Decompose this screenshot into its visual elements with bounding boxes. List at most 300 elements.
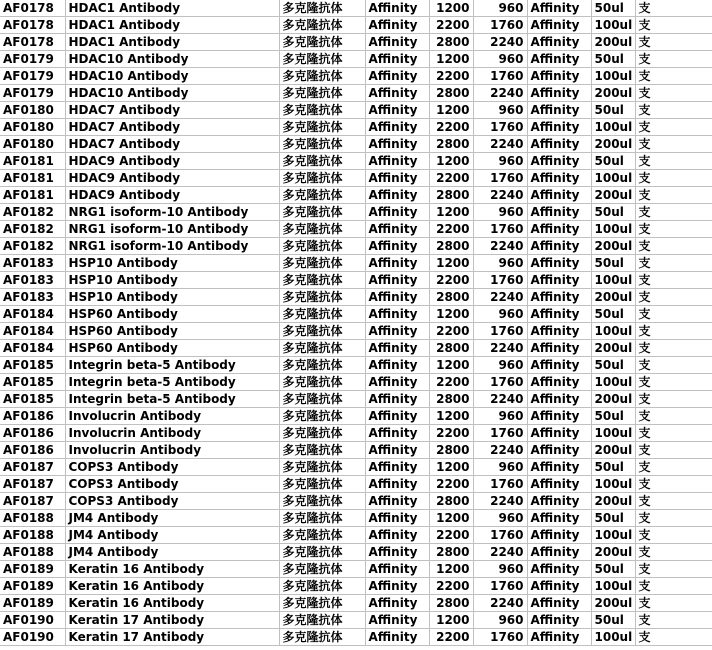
cell-price-list[interactable]: 2800	[429, 340, 473, 357]
cell-price-discount[interactable]: 2240	[473, 136, 527, 153]
cell-catalog-id[interactable]: AF0179	[0, 51, 65, 68]
cell-catalog-id[interactable]: AF0190	[0, 629, 65, 646]
cell-price-discount[interactable]: 2240	[473, 238, 527, 255]
cell-price-list[interactable]: 2200	[429, 119, 473, 136]
cell-brand-2[interactable]: Affinity	[527, 34, 591, 51]
cell-price-list[interactable]: 2800	[429, 493, 473, 510]
cell-price-list[interactable]: 2800	[429, 34, 473, 51]
cell-size[interactable]: 50ul	[591, 306, 635, 323]
cell-price-discount[interactable]: 960	[473, 357, 527, 374]
cell-product-name[interactable]: JM4 Antibody	[65, 544, 279, 561]
cell-size[interactable]: 100ul	[591, 374, 635, 391]
cell-product-name[interactable]: HDAC9 Antibody	[65, 153, 279, 170]
cell-unit[interactable]: 支	[635, 391, 712, 408]
cell-product-name[interactable]: HDAC1 Antibody	[65, 17, 279, 34]
cell-product-name[interactable]: HDAC10 Antibody	[65, 85, 279, 102]
cell-brand[interactable]: Affinity	[365, 408, 429, 425]
cell-catalog-id[interactable]: AF0179	[0, 68, 65, 85]
cell-unit[interactable]: 支	[635, 119, 712, 136]
cell-price-list[interactable]: 1200	[429, 306, 473, 323]
cell-unit[interactable]: 支	[635, 17, 712, 34]
cell-price-discount[interactable]: 1760	[473, 119, 527, 136]
cell-brand[interactable]: Affinity	[365, 391, 429, 408]
cell-catalog-id[interactable]: AF0181	[0, 187, 65, 204]
cell-brand-2[interactable]: Affinity	[527, 510, 591, 527]
cell-antibody-type[interactable]: 多克隆抗体	[279, 102, 365, 119]
cell-antibody-type[interactable]: 多克隆抗体	[279, 578, 365, 595]
cell-size[interactable]: 200ul	[591, 544, 635, 561]
cell-brand-2[interactable]: Affinity	[527, 391, 591, 408]
cell-brand[interactable]: Affinity	[365, 612, 429, 629]
cell-unit[interactable]: 支	[635, 374, 712, 391]
cell-size[interactable]: 200ul	[591, 442, 635, 459]
cell-size[interactable]: 100ul	[591, 272, 635, 289]
cell-size[interactable]: 200ul	[591, 85, 635, 102]
cell-catalog-id[interactable]: AF0183	[0, 272, 65, 289]
cell-brand[interactable]: Affinity	[365, 493, 429, 510]
cell-brand[interactable]: Affinity	[365, 544, 429, 561]
cell-price-list[interactable]: 1200	[429, 255, 473, 272]
cell-brand-2[interactable]: Affinity	[527, 0, 591, 17]
cell-brand-2[interactable]: Affinity	[527, 612, 591, 629]
cell-brand[interactable]: Affinity	[365, 425, 429, 442]
cell-price-list[interactable]: 2200	[429, 374, 473, 391]
cell-size[interactable]: 100ul	[591, 629, 635, 646]
cell-unit[interactable]: 支	[635, 34, 712, 51]
cell-size[interactable]: 200ul	[591, 493, 635, 510]
cell-size[interactable]: 50ul	[591, 51, 635, 68]
cell-size[interactable]: 100ul	[591, 323, 635, 340]
cell-unit[interactable]: 支	[635, 170, 712, 187]
cell-catalog-id[interactable]: AF0178	[0, 17, 65, 34]
cell-brand[interactable]: Affinity	[365, 102, 429, 119]
cell-size[interactable]: 100ul	[591, 170, 635, 187]
cell-product-name[interactable]: Involucrin Antibody	[65, 442, 279, 459]
cell-brand-2[interactable]: Affinity	[527, 425, 591, 442]
cell-antibody-type[interactable]: 多克隆抗体	[279, 221, 365, 238]
cell-product-name[interactable]: JM4 Antibody	[65, 510, 279, 527]
cell-price-list[interactable]: 1200	[429, 204, 473, 221]
cell-price-list[interactable]: 2800	[429, 595, 473, 612]
cell-brand[interactable]: Affinity	[365, 374, 429, 391]
cell-unit[interactable]: 支	[635, 357, 712, 374]
cell-product-name[interactable]: COPS3 Antibody	[65, 459, 279, 476]
cell-catalog-id[interactable]: AF0189	[0, 595, 65, 612]
cell-price-list[interactable]: 2200	[429, 170, 473, 187]
cell-catalog-id[interactable]: AF0190	[0, 612, 65, 629]
cell-price-discount[interactable]: 1760	[473, 272, 527, 289]
cell-brand-2[interactable]: Affinity	[527, 629, 591, 646]
cell-price-list[interactable]: 2200	[429, 323, 473, 340]
cell-catalog-id[interactable]: AF0182	[0, 238, 65, 255]
cell-price-discount[interactable]: 960	[473, 561, 527, 578]
cell-catalog-id[interactable]: AF0182	[0, 221, 65, 238]
cell-price-list[interactable]: 2800	[429, 289, 473, 306]
cell-unit[interactable]: 支	[635, 612, 712, 629]
cell-brand[interactable]: Affinity	[365, 119, 429, 136]
cell-antibody-type[interactable]: 多克隆抗体	[279, 323, 365, 340]
cell-antibody-type[interactable]: 多克隆抗体	[279, 306, 365, 323]
cell-unit[interactable]: 支	[635, 629, 712, 646]
cell-brand-2[interactable]: Affinity	[527, 357, 591, 374]
cell-antibody-type[interactable]: 多克隆抗体	[279, 170, 365, 187]
cell-unit[interactable]: 支	[635, 187, 712, 204]
cell-brand[interactable]: Affinity	[365, 238, 429, 255]
cell-brand[interactable]: Affinity	[365, 170, 429, 187]
cell-antibody-type[interactable]: 多克隆抗体	[279, 255, 365, 272]
cell-antibody-type[interactable]: 多克隆抗体	[279, 340, 365, 357]
cell-brand[interactable]: Affinity	[365, 289, 429, 306]
cell-size[interactable]: 200ul	[591, 136, 635, 153]
cell-catalog-id[interactable]: AF0183	[0, 255, 65, 272]
cell-price-list[interactable]: 2800	[429, 442, 473, 459]
cell-brand-2[interactable]: Affinity	[527, 204, 591, 221]
cell-product-name[interactable]: HSP10 Antibody	[65, 272, 279, 289]
cell-size[interactable]: 50ul	[591, 204, 635, 221]
cell-size[interactable]: 50ul	[591, 255, 635, 272]
cell-brand[interactable]: Affinity	[365, 255, 429, 272]
cell-price-discount[interactable]: 960	[473, 204, 527, 221]
cell-brand-2[interactable]: Affinity	[527, 289, 591, 306]
cell-catalog-id[interactable]: AF0180	[0, 102, 65, 119]
cell-antibody-type[interactable]: 多克隆抗体	[279, 0, 365, 17]
cell-size[interactable]: 100ul	[591, 68, 635, 85]
cell-brand[interactable]: Affinity	[365, 136, 429, 153]
cell-brand[interactable]: Affinity	[365, 476, 429, 493]
cell-catalog-id[interactable]: AF0186	[0, 425, 65, 442]
cell-brand-2[interactable]: Affinity	[527, 51, 591, 68]
cell-antibody-type[interactable]: 多克隆抗体	[279, 187, 365, 204]
cell-antibody-type[interactable]: 多克隆抗体	[279, 612, 365, 629]
cell-size[interactable]: 50ul	[591, 459, 635, 476]
cell-brand-2[interactable]: Affinity	[527, 255, 591, 272]
cell-price-discount[interactable]: 2240	[473, 34, 527, 51]
cell-size[interactable]: 50ul	[591, 561, 635, 578]
cell-price-discount[interactable]: 2240	[473, 391, 527, 408]
cell-product-name[interactable]: HDAC9 Antibody	[65, 170, 279, 187]
cell-size[interactable]: 100ul	[591, 578, 635, 595]
cell-brand-2[interactable]: Affinity	[527, 527, 591, 544]
cell-brand[interactable]: Affinity	[365, 459, 429, 476]
cell-catalog-id[interactable]: AF0184	[0, 340, 65, 357]
cell-price-list[interactable]: 1200	[429, 153, 473, 170]
cell-price-discount[interactable]: 960	[473, 255, 527, 272]
cell-brand[interactable]: Affinity	[365, 510, 429, 527]
cell-product-name[interactable]: Keratin 17 Antibody	[65, 629, 279, 646]
cell-catalog-id[interactable]: AF0181	[0, 170, 65, 187]
cell-brand[interactable]: Affinity	[365, 187, 429, 204]
cell-antibody-type[interactable]: 多克隆抗体	[279, 544, 365, 561]
cell-brand-2[interactable]: Affinity	[527, 544, 591, 561]
cell-price-discount[interactable]: 960	[473, 306, 527, 323]
cell-brand[interactable]: Affinity	[365, 85, 429, 102]
cell-unit[interactable]: 支	[635, 408, 712, 425]
cell-size[interactable]: 50ul	[591, 357, 635, 374]
cell-price-discount[interactable]: 2240	[473, 85, 527, 102]
cell-catalog-id[interactable]: AF0179	[0, 85, 65, 102]
cell-catalog-id[interactable]: AF0187	[0, 476, 65, 493]
cell-size[interactable]: 200ul	[591, 187, 635, 204]
cell-brand-2[interactable]: Affinity	[527, 119, 591, 136]
cell-price-list[interactable]: 2800	[429, 187, 473, 204]
cell-catalog-id[interactable]: AF0186	[0, 408, 65, 425]
cell-product-name[interactable]: HDAC7 Antibody	[65, 136, 279, 153]
cell-price-list[interactable]: 2200	[429, 578, 473, 595]
cell-unit[interactable]: 支	[635, 255, 712, 272]
cell-product-name[interactable]: HSP10 Antibody	[65, 289, 279, 306]
cell-brand-2[interactable]: Affinity	[527, 170, 591, 187]
cell-brand-2[interactable]: Affinity	[527, 85, 591, 102]
cell-antibody-type[interactable]: 多克隆抗体	[279, 374, 365, 391]
cell-price-discount[interactable]: 960	[473, 612, 527, 629]
cell-brand[interactable]: Affinity	[365, 561, 429, 578]
cell-unit[interactable]: 支	[635, 527, 712, 544]
cell-brand-2[interactable]: Affinity	[527, 187, 591, 204]
cell-price-list[interactable]: 1200	[429, 612, 473, 629]
cell-brand-2[interactable]: Affinity	[527, 578, 591, 595]
cell-product-name[interactable]: Keratin 16 Antibody	[65, 578, 279, 595]
cell-size[interactable]: 50ul	[591, 510, 635, 527]
cell-price-discount[interactable]: 960	[473, 510, 527, 527]
cell-price-discount[interactable]: 1760	[473, 323, 527, 340]
cell-brand-2[interactable]: Affinity	[527, 221, 591, 238]
cell-size[interactable]: 100ul	[591, 476, 635, 493]
cell-price-discount[interactable]: 2240	[473, 595, 527, 612]
cell-product-name[interactable]: Involucrin Antibody	[65, 425, 279, 442]
cell-catalog-id[interactable]: AF0178	[0, 0, 65, 17]
cell-product-name[interactable]: HDAC10 Antibody	[65, 51, 279, 68]
cell-brand-2[interactable]: Affinity	[527, 68, 591, 85]
cell-brand-2[interactable]: Affinity	[527, 17, 591, 34]
cell-size[interactable]: 200ul	[591, 34, 635, 51]
cell-unit[interactable]: 支	[635, 323, 712, 340]
cell-product-name[interactable]: HSP60 Antibody	[65, 323, 279, 340]
cell-product-name[interactable]: HDAC7 Antibody	[65, 102, 279, 119]
cell-price-discount[interactable]: 960	[473, 0, 527, 17]
cell-antibody-type[interactable]: 多克隆抗体	[279, 68, 365, 85]
cell-unit[interactable]: 支	[635, 102, 712, 119]
cell-unit[interactable]: 支	[635, 272, 712, 289]
cell-brand-2[interactable]: Affinity	[527, 561, 591, 578]
cell-price-discount[interactable]: 1760	[473, 68, 527, 85]
cell-antibody-type[interactable]: 多克隆抗体	[279, 34, 365, 51]
cell-unit[interactable]: 支	[635, 153, 712, 170]
cell-price-list[interactable]: 1200	[429, 51, 473, 68]
cell-unit[interactable]: 支	[635, 289, 712, 306]
cell-price-discount[interactable]: 1760	[473, 374, 527, 391]
cell-brand-2[interactable]: Affinity	[527, 323, 591, 340]
cell-product-name[interactable]: HSP10 Antibody	[65, 255, 279, 272]
cell-product-name[interactable]: Keratin 17 Antibody	[65, 612, 279, 629]
cell-antibody-type[interactable]: 多克隆抗体	[279, 629, 365, 646]
cell-catalog-id[interactable]: AF0187	[0, 459, 65, 476]
cell-price-discount[interactable]: 1760	[473, 221, 527, 238]
cell-antibody-type[interactable]: 多克隆抗体	[279, 85, 365, 102]
cell-brand[interactable]: Affinity	[365, 578, 429, 595]
cell-brand[interactable]: Affinity	[365, 306, 429, 323]
cell-unit[interactable]: 支	[635, 561, 712, 578]
cell-unit[interactable]: 支	[635, 221, 712, 238]
cell-brand[interactable]: Affinity	[365, 442, 429, 459]
cell-brand-2[interactable]: Affinity	[527, 102, 591, 119]
cell-size[interactable]: 100ul	[591, 17, 635, 34]
cell-brand[interactable]: Affinity	[365, 527, 429, 544]
cell-brand-2[interactable]: Affinity	[527, 493, 591, 510]
cell-catalog-id[interactable]: AF0184	[0, 306, 65, 323]
cell-unit[interactable]: 支	[635, 85, 712, 102]
cell-size[interactable]: 50ul	[591, 408, 635, 425]
cell-antibody-type[interactable]: 多克隆抗体	[279, 204, 365, 221]
cell-catalog-id[interactable]: AF0181	[0, 153, 65, 170]
cell-antibody-type[interactable]: 多克隆抗体	[279, 153, 365, 170]
cell-price-list[interactable]: 2200	[429, 68, 473, 85]
cell-size[interactable]: 200ul	[591, 238, 635, 255]
cell-product-name[interactable]: Integrin beta-5 Antibody	[65, 374, 279, 391]
cell-brand-2[interactable]: Affinity	[527, 153, 591, 170]
cell-price-discount[interactable]: 1760	[473, 17, 527, 34]
cell-price-discount[interactable]: 960	[473, 51, 527, 68]
cell-price-list[interactable]: 2200	[429, 17, 473, 34]
cell-product-name[interactable]: HDAC9 Antibody	[65, 187, 279, 204]
cell-price-list[interactable]: 2800	[429, 136, 473, 153]
cell-antibody-type[interactable]: 多克隆抗体	[279, 17, 365, 34]
cell-antibody-type[interactable]: 多克隆抗体	[279, 476, 365, 493]
cell-brand[interactable]: Affinity	[365, 17, 429, 34]
cell-brand-2[interactable]: Affinity	[527, 595, 591, 612]
cell-catalog-id[interactable]: AF0178	[0, 34, 65, 51]
cell-price-discount[interactable]: 2240	[473, 544, 527, 561]
cell-antibody-type[interactable]: 多克隆抗体	[279, 442, 365, 459]
cell-brand[interactable]: Affinity	[365, 34, 429, 51]
cell-antibody-type[interactable]: 多克隆抗体	[279, 493, 365, 510]
cell-product-name[interactable]: HDAC1 Antibody	[65, 0, 279, 17]
cell-brand[interactable]: Affinity	[365, 629, 429, 646]
cell-unit[interactable]: 支	[635, 425, 712, 442]
cell-product-name[interactable]: Keratin 16 Antibody	[65, 561, 279, 578]
cell-unit[interactable]: 支	[635, 136, 712, 153]
cell-size[interactable]: 200ul	[591, 289, 635, 306]
cell-price-list[interactable]: 2800	[429, 544, 473, 561]
cell-product-name[interactable]: Keratin 16 Antibody	[65, 595, 279, 612]
cell-antibody-type[interactable]: 多克隆抗体	[279, 272, 365, 289]
cell-brand-2[interactable]: Affinity	[527, 136, 591, 153]
cell-unit[interactable]: 支	[635, 459, 712, 476]
cell-price-list[interactable]: 1200	[429, 510, 473, 527]
cell-antibody-type[interactable]: 多克隆抗体	[279, 238, 365, 255]
cell-catalog-id[interactable]: AF0189	[0, 578, 65, 595]
cell-product-name[interactable]: COPS3 Antibody	[65, 493, 279, 510]
cell-brand-2[interactable]: Affinity	[527, 442, 591, 459]
cell-brand-2[interactable]: Affinity	[527, 340, 591, 357]
cell-price-list[interactable]: 1200	[429, 561, 473, 578]
cell-brand[interactable]: Affinity	[365, 340, 429, 357]
cell-product-name[interactable]: JM4 Antibody	[65, 527, 279, 544]
cell-brand-2[interactable]: Affinity	[527, 476, 591, 493]
cell-catalog-id[interactable]: AF0189	[0, 561, 65, 578]
cell-antibody-type[interactable]: 多克隆抗体	[279, 51, 365, 68]
cell-size[interactable]: 50ul	[591, 0, 635, 17]
cell-antibody-type[interactable]: 多克隆抗体	[279, 136, 365, 153]
cell-price-discount[interactable]: 2240	[473, 187, 527, 204]
cell-product-name[interactable]: NRG1 isoform-10 Antibody	[65, 221, 279, 238]
cell-price-discount[interactable]: 1760	[473, 476, 527, 493]
cell-unit[interactable]: 支	[635, 238, 712, 255]
cell-price-list[interactable]: 1200	[429, 408, 473, 425]
cell-price-discount[interactable]: 1760	[473, 578, 527, 595]
cell-size[interactable]: 200ul	[591, 340, 635, 357]
cell-catalog-id[interactable]: AF0182	[0, 204, 65, 221]
cell-size[interactable]: 50ul	[591, 612, 635, 629]
cell-antibody-type[interactable]: 多克隆抗体	[279, 119, 365, 136]
cell-price-discount[interactable]: 960	[473, 153, 527, 170]
cell-price-list[interactable]: 1200	[429, 102, 473, 119]
cell-catalog-id[interactable]: AF0183	[0, 289, 65, 306]
cell-catalog-id[interactable]: AF0184	[0, 323, 65, 340]
cell-size[interactable]: 50ul	[591, 102, 635, 119]
cell-size[interactable]: 100ul	[591, 221, 635, 238]
cell-catalog-id[interactable]: AF0180	[0, 136, 65, 153]
cell-unit[interactable]: 支	[635, 578, 712, 595]
cell-catalog-id[interactable]: AF0188	[0, 510, 65, 527]
cell-brand-2[interactable]: Affinity	[527, 408, 591, 425]
cell-unit[interactable]: 支	[635, 476, 712, 493]
cell-price-discount[interactable]: 960	[473, 459, 527, 476]
cell-unit[interactable]: 支	[635, 595, 712, 612]
cell-price-discount[interactable]: 2240	[473, 493, 527, 510]
cell-unit[interactable]: 支	[635, 493, 712, 510]
cell-price-list[interactable]: 2800	[429, 238, 473, 255]
cell-catalog-id[interactable]: AF0185	[0, 391, 65, 408]
cell-brand-2[interactable]: Affinity	[527, 238, 591, 255]
cell-brand[interactable]: Affinity	[365, 595, 429, 612]
cell-product-name[interactable]: COPS3 Antibody	[65, 476, 279, 493]
cell-price-discount[interactable]: 960	[473, 102, 527, 119]
cell-unit[interactable]: 支	[635, 204, 712, 221]
cell-brand[interactable]: Affinity	[365, 357, 429, 374]
cell-brand[interactable]: Affinity	[365, 153, 429, 170]
cell-antibody-type[interactable]: 多克隆抗体	[279, 408, 365, 425]
cell-price-list[interactable]: 2200	[429, 272, 473, 289]
cell-brand[interactable]: Affinity	[365, 51, 429, 68]
cell-unit[interactable]: 支	[635, 68, 712, 85]
cell-catalog-id[interactable]: AF0185	[0, 374, 65, 391]
cell-antibody-type[interactable]: 多克隆抗体	[279, 561, 365, 578]
cell-size[interactable]: 100ul	[591, 119, 635, 136]
cell-brand-2[interactable]: Affinity	[527, 306, 591, 323]
cell-antibody-type[interactable]: 多克隆抗体	[279, 527, 365, 544]
cell-product-name[interactable]: HSP60 Antibody	[65, 306, 279, 323]
cell-catalog-id[interactable]: AF0186	[0, 442, 65, 459]
cell-unit[interactable]: 支	[635, 0, 712, 17]
cell-brand[interactable]: Affinity	[365, 272, 429, 289]
cell-product-name[interactable]: HDAC1 Antibody	[65, 34, 279, 51]
cell-brand-2[interactable]: Affinity	[527, 459, 591, 476]
cell-brand[interactable]: Affinity	[365, 204, 429, 221]
cell-antibody-type[interactable]: 多克隆抗体	[279, 357, 365, 374]
cell-unit[interactable]: 支	[635, 442, 712, 459]
cell-antibody-type[interactable]: 多克隆抗体	[279, 425, 365, 442]
cell-catalog-id[interactable]: AF0188	[0, 527, 65, 544]
cell-catalog-id[interactable]: AF0180	[0, 119, 65, 136]
cell-antibody-type[interactable]: 多克隆抗体	[279, 510, 365, 527]
cell-antibody-type[interactable]: 多克隆抗体	[279, 595, 365, 612]
cell-price-discount[interactable]: 2240	[473, 340, 527, 357]
cell-product-name[interactable]: NRG1 isoform-10 Antibody	[65, 238, 279, 255]
cell-brand[interactable]: Affinity	[365, 0, 429, 17]
cell-price-list[interactable]: 2800	[429, 391, 473, 408]
cell-price-list[interactable]: 2800	[429, 85, 473, 102]
cell-product-name[interactable]: Involucrin Antibody	[65, 408, 279, 425]
